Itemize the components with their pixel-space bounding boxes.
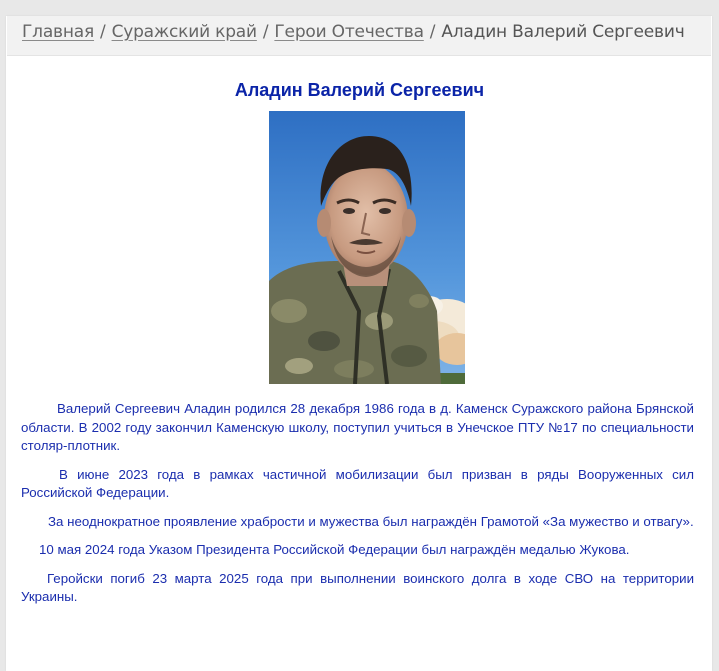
article-paragraph: Геройски погиб 23 марта 2025 года при выполнении воинского долга в ходе СВО на территории Украины.: [21, 570, 694, 604]
breadcrumb: [7, 16, 711, 56]
breadcrumb-separator: /: [100, 22, 106, 42]
page-title: Аладин Валерий Сергеевич: [234, 80, 485, 100]
breadcrumb-link-home[interactable]: Главная: [22, 22, 95, 42]
portrait-photo: [269, 111, 465, 384]
breadcrumb-current: Аладин Валерий Сергеевич: [441, 22, 685, 42]
article-paragraph: За неоднократное проявление храбрости и мужества был награждён Грамотой «За мужество и отвагу».: [48, 513, 694, 529]
article-paragraph: В июне 2023 года в рамках частичной мобилизации был призван в ряды Вооруженных сил Российской Федерации.: [21, 466, 694, 500]
article-paragraph: Валерий Сергеевич Аладин родился 28 декабря 1986 года в д. Каменск Суражского района Брянской области. В 2002 году закончил Каменскую школу, поступил учиться в Унечское ПТУ №17 по специальности столяр-плотник.: [21, 401, 694, 453]
article-paragraph: 10 мая 2024 года Указом Президента Российской Федерации был награждён медалью Жукова.: [39, 542, 630, 557]
breadcrumb-separator: /: [429, 22, 436, 42]
breadcrumb-separator: /: [262, 22, 269, 42]
breadcrumb-link-heroes[interactable]: Герои Отечества: [274, 22, 424, 42]
breadcrumb-link-surazh-region[interactable]: Суражский край: [111, 22, 257, 42]
article-body: [21, 400, 694, 617]
